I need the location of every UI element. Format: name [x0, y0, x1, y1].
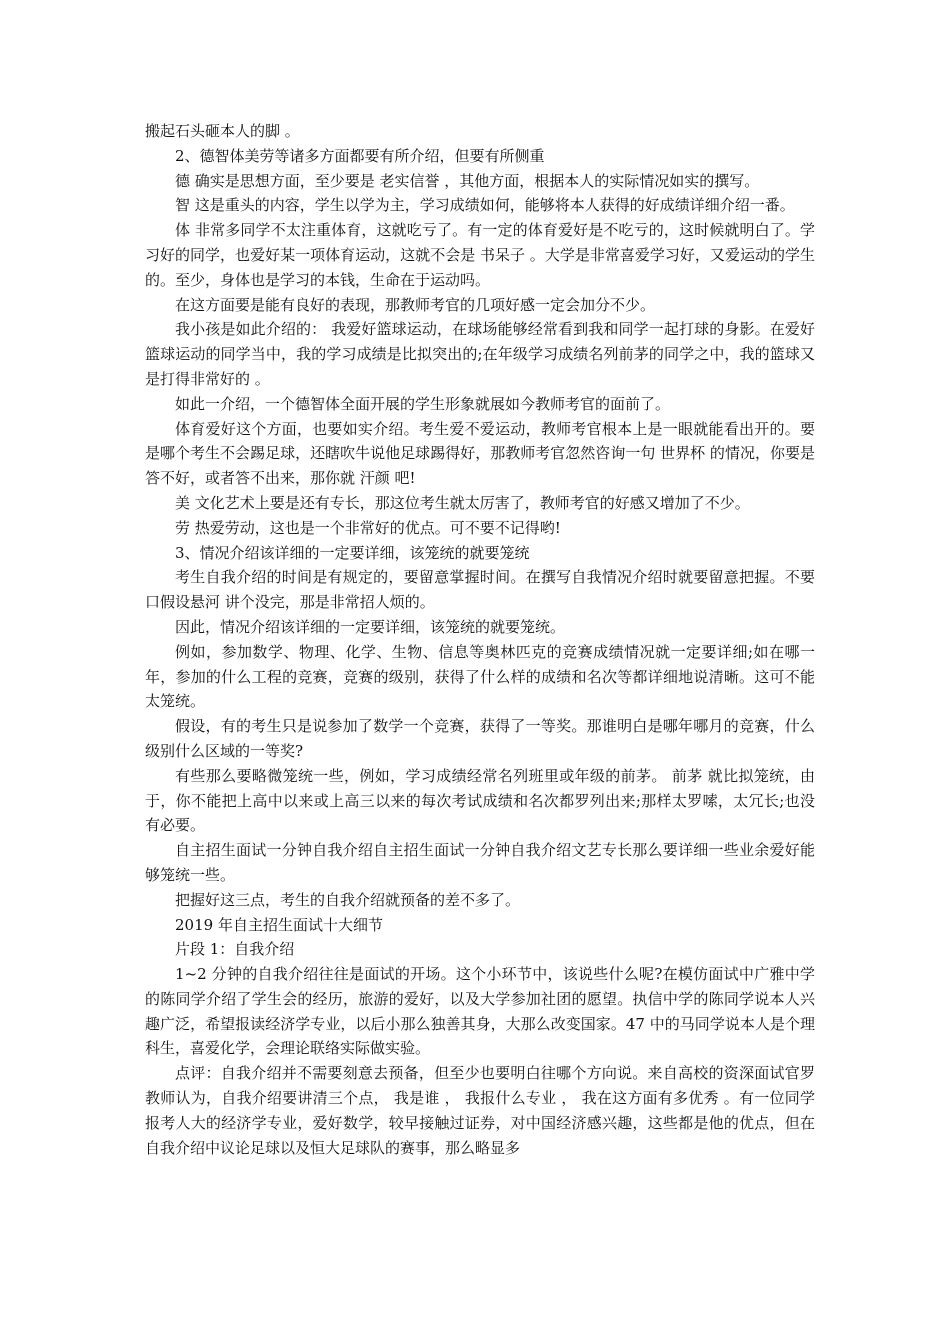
paragraph-zhi: 智 这是重头的内容，学生以学为主，学习成绩如何，能够将本人获得的好成绩详细介绍一番。 — [175, 196, 795, 215]
paragraph-vague-example: 假设，有的考生只是说参加了数学一个竞赛，获得了一等奖。那谁明白是哪年哪月的竞赛，什么级别什么区域的一等奖? — [145, 717, 815, 760]
paragraph-basketball-example: 我小孩是如此介绍的： 我爱好篮球运动，在球场能够经常看到我和同学一起打球的身影。在爱好篮球运动的同学当中，我的学习成绩是比拟突出的;在年级学习成绩名列前茅的同学之中，我的篮球又是打得非常好的 。 — [145, 320, 815, 388]
paragraph-general-example: 有些那么要略微笼统一些，例如，学习成绩经常名列班里或年级的前茅。 前茅 就比拟笼统，由于，你不能把上高中以来或上高三以来的每次考试成绩和名次都罗列出来;那样太罗嗦，太冗长;也没有必要。 — [145, 766, 815, 835]
paragraph-good-performance: 在这方面要是能有良好的表现，那教师考官的几项好感一定会加分不少。 — [175, 295, 656, 314]
paragraph-mei: 美 文化艺术上要是还有专长，那这位考生就太厉害了，教师考官的好感又增加了不少。 — [175, 493, 750, 512]
paragraph-de: 德 确实是思想方面，至少要是 老实信誉 ，其他方面，根据本人的实际情况如实的撰写。 — [175, 171, 760, 190]
section-heading-3: 3、情况介绍该详细的一定要详细，该笼统的就要笼统 — [175, 543, 530, 562]
section-title-2019: 2019 年自主招生面试十大细节 — [175, 915, 383, 934]
paragraph-sports-honesty: 体育爱好这个方面，也要如实介绍。考生爱不爱运动，教师考官根本上是一眼就能看出开的。要是哪个考生不会踢足球，还瞎吹牛说他足球踢得好，那教师考官忽然咨询一句 世界杯 的情况，你要是答不好，或者答不出来，那你就 汗颜 吧! — [145, 419, 815, 488]
paragraph-one-minute: 自主招生面试一分钟自我介绍自主招生面试一分钟自我介绍文艺专长那么要详细一些业余爱好能够笼统一些。 — [145, 841, 815, 884]
paragraph-lao: 劳 热爱劳动，这也是一个非常好的优点。可不要不记得哟! — [175, 518, 561, 537]
paragraph-continuation: 搬起石头砸本人的脚 。 — [145, 122, 300, 140]
paragraph-mock-interview: 1~2 分钟的自我介绍往往是面试的开场。这个小环节中，该说些什么呢?在模仿面试中广雅中学的陈同学介绍了学生会的经历，旅游的爱好，以及大学参加社团的愿望。执信中学的陈同学说本人兴趣广泛，希望报读经济学专业，以后小那么独善其身，大那么改变国家。47 中的马同学说本人是个理科生，喜爱化学，会理论联络实际做实验。 — [145, 965, 815, 1058]
paragraph-competition-detail: 例如，参加数学、物理、化学、生物、信息等奥林匹克的竞赛成绩情况就一定要详细;如在哪一年，参加的什么工程的竞赛，竞赛的级别，获得了什么样的成绩和名次等都详细地说清晰。这可不能太笼统。 — [145, 642, 815, 711]
paragraph-comment: 点评：自我介绍并不需要刻意去预备，但至少也要明白往哪个方向说。来自高校的资深面试官罗教师认为，自我介绍要讲清三个点， 我是谁 ， 我报什么专业 ， 我在这方面有多优秀 。有一位同学报考人大的经济学专业，爱好数学，较早接触过证券，对中国经济感兴趣，这些都是他的优点，但在自我介绍中议论足球以及恒大足球队的赛事，那么略显多 — [145, 1064, 815, 1157]
paragraph-three-points: 把握好这三点，考生的自我介绍就预备的差不多了。 — [175, 890, 521, 909]
paragraph-ti: 体 非常多同学不太注重体育，这就吃亏了。有一定的体育爱好是不吃亏的，这时候就明白了。学习好的同学，也爱好某一项体育运动，这就不会是 书呆子 。大学是非常喜爱学习好，又爱运动的学生的。至少，身体也是学习的本钱，生命在于运动吗。 — [145, 221, 815, 289]
document-body — [145, 119, 815, 1160]
segment-1-heading: 片段 1：自我介绍 — [175, 940, 295, 959]
paragraph-therefore: 因此，情况介绍该详细的一定要详细，该笼统的就要笼统。 — [175, 617, 566, 636]
section-heading-2: 2、德智体美劳等诸多方面都要有所介绍，但要有所侧重 — [175, 146, 545, 165]
paragraph-time-limit: 考生自我介绍的时间是有规定的，要留意掌握时间。在撰写自我情况介绍时就要留意把握。不要 口假设悬河 讲个没完，那是非常招人烦的。 — [145, 568, 815, 612]
paragraph-image-formed: 如此一介绍，一个德智体全面开展的学生形象就展如今教师考官的面前了。 — [175, 394, 671, 413]
